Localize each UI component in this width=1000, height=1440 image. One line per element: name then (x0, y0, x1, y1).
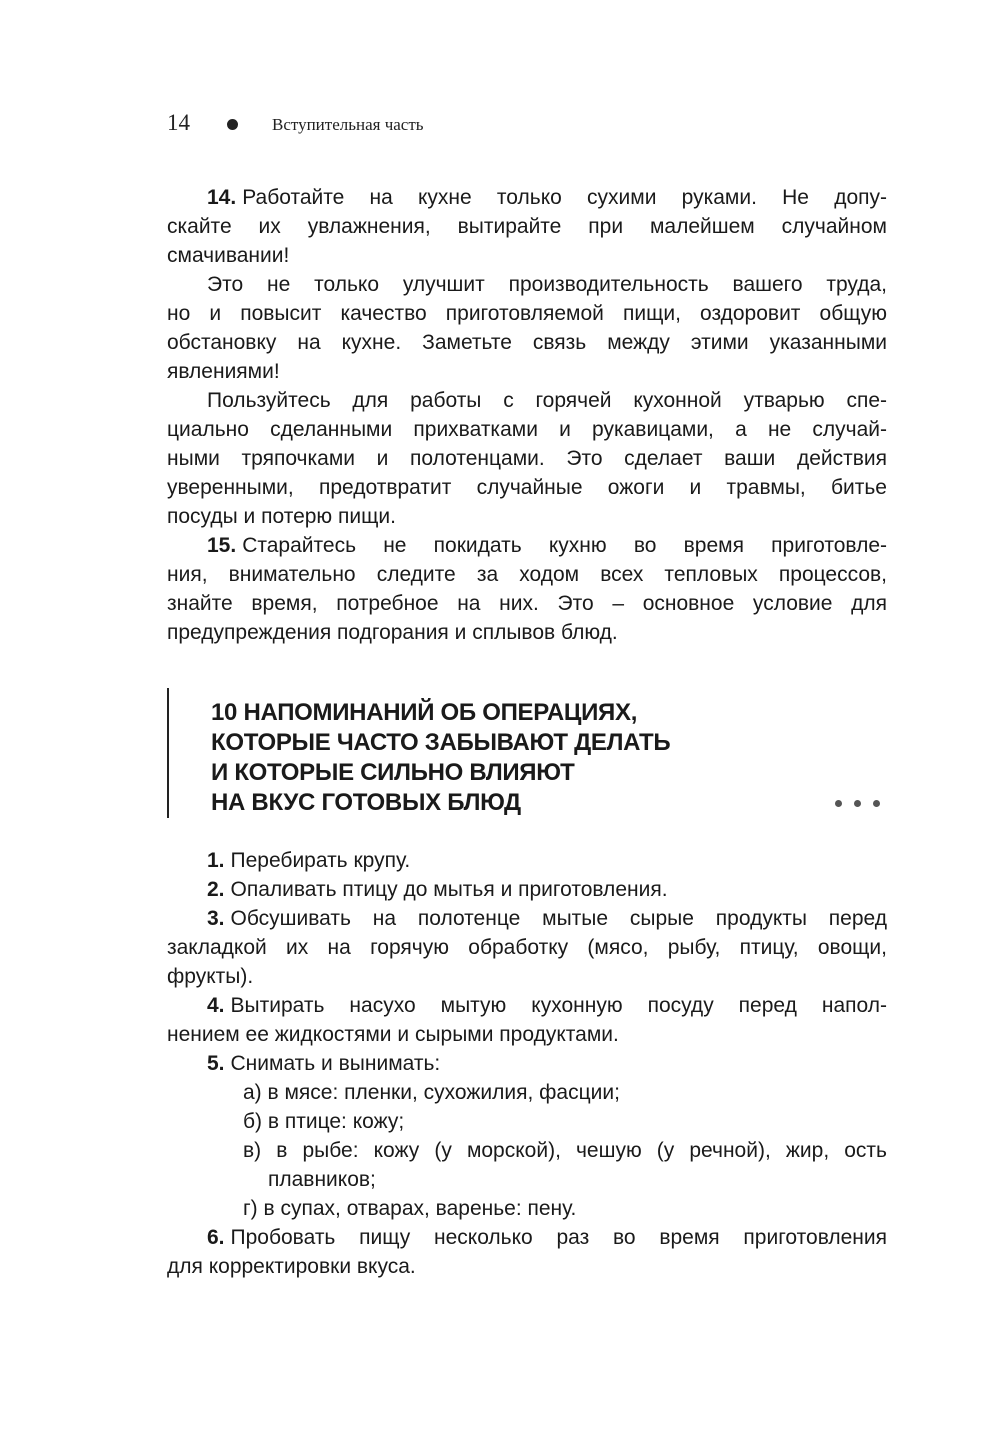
list-line (167, 1020, 887, 1049)
line-text: Снимать и вынимать: (230, 1052, 441, 1075)
line-text: смачивании! (167, 244, 290, 267)
list-line (207, 904, 887, 933)
section-title: Вступительная часть (272, 115, 424, 134)
line-text: Это не только улучшит производительность вашего труда, (207, 273, 887, 296)
line-text: а) в мясе: пленки, сухожилия, фасции; (243, 1081, 620, 1104)
list-line (243, 1194, 887, 1223)
line-text: циально сделанными прихватками и рукавицами, а не случай- (167, 418, 887, 441)
list-line (207, 991, 887, 1020)
line-text: фрукты). (167, 965, 254, 988)
line-text: Старайтесь не покидать кухню во время приготовле- (242, 534, 887, 557)
line-text: плавников; (268, 1168, 376, 1191)
line-text: Опаливать птицу до мытья и приготовления. (230, 878, 668, 901)
list-line (207, 846, 887, 875)
item-number: 6. (207, 1226, 225, 1249)
text-line (167, 589, 887, 618)
line-text: Обсушивать на полотенце мытые сырые продукты перед (230, 907, 887, 930)
item-number: 1. (207, 849, 225, 872)
item-number: 5. (207, 1052, 225, 1075)
text-line (167, 328, 887, 357)
text-line (167, 241, 887, 270)
section-heading (167, 688, 889, 818)
line-text: но и повысит качество приготовляемой пищи, оздоровит общую (167, 302, 887, 325)
item-number: 15. (207, 534, 237, 557)
text-line (167, 212, 887, 241)
list-line (243, 1078, 887, 1107)
line-text: Перебирать крупу. (230, 849, 411, 872)
list-line (207, 875, 887, 904)
text-line (207, 270, 887, 299)
line-text: б) в птице: кожу; (243, 1110, 405, 1133)
list-line (243, 1136, 887, 1165)
item-number: 3. (207, 907, 225, 930)
text-line (167, 357, 887, 386)
text-line (167, 415, 887, 444)
text-line (207, 183, 887, 212)
line-text: ния, внимательно следите за ходом всех тепловых процессов, (167, 563, 887, 586)
text-line (167, 502, 887, 531)
text-line (207, 531, 887, 560)
line-text: посуды и потерю пищи. (167, 505, 396, 528)
line-text: г) в супах, отварах, варенье: пену. (243, 1197, 577, 1220)
line-text: ными тряпочками и полотенцами. Это сделает ваши действия (167, 447, 887, 470)
text-line (167, 560, 887, 589)
text-line (167, 473, 887, 502)
list-line (167, 1252, 887, 1281)
heading-line: И КОТОРЫЕ СИЛЬНО ВЛИЯЮТ (211, 759, 575, 786)
heading-line: НА ВКУС ГОТОВЫХ БЛЮД (211, 789, 521, 816)
line-text: обстановку на кухне. Заметьте связь между этими указанными (167, 331, 887, 354)
ellipsis-ornament (835, 800, 880, 807)
list-line (268, 1165, 887, 1194)
line-text: Работайте на кухне только сухими руками. Не допу- (242, 186, 887, 209)
line-text: Вытирать насухо мытую кухонную посуду перед напол- (230, 994, 887, 1017)
heading-line: КОТОРЫЕ ЧАСТО ЗАБЫВАЮТ ДЕЛАТЬ (211, 729, 671, 756)
text-line (167, 299, 887, 328)
page-number: 14 (167, 110, 190, 135)
text-line (207, 386, 887, 415)
line-text: в) в рыбе: кожу (у морской), чешую (у речной), жир, ость (243, 1139, 887, 1162)
bullet-separator (227, 119, 238, 130)
line-text: Пользуйтесь для работы с горячей кухонной утварью спе- (207, 389, 887, 412)
list-line (167, 933, 887, 962)
line-text: для корректировки вкуса. (167, 1255, 416, 1278)
item-number: 4. (207, 994, 225, 1017)
text-line (167, 444, 887, 473)
line-text: явлениями! (167, 360, 280, 383)
line-text: скайте их увлажнения, вытирайте при малейшем случайном (167, 215, 887, 238)
heading-line: 10 НАПОМИНАНИЙ ОБ ОПЕРАЦИЯХ, (211, 699, 638, 726)
line-text: закладкой их на горячую обработку (мясо, рыбу, птицу, овощи, (167, 936, 887, 959)
line-text: нением ее жидкостями и сырыми продуктами. (167, 1023, 619, 1046)
line-text: уверенными, предотвратит случайные ожоги и травмы, битье (167, 476, 887, 499)
list-line (167, 962, 887, 991)
item-number: 14. (207, 186, 237, 209)
list-line (243, 1107, 887, 1136)
line-text: знайте время, потребное на них. Это – основное условие для (167, 592, 887, 615)
list-line (207, 1223, 887, 1252)
line-text: предупреждения подгорания и сплывов блюд. (167, 621, 618, 644)
line-text: Пробовать пищу несколько раз во время приготовления (230, 1226, 887, 1249)
text-line (167, 618, 887, 647)
list-line (207, 1049, 887, 1078)
item-number: 2. (207, 878, 225, 901)
